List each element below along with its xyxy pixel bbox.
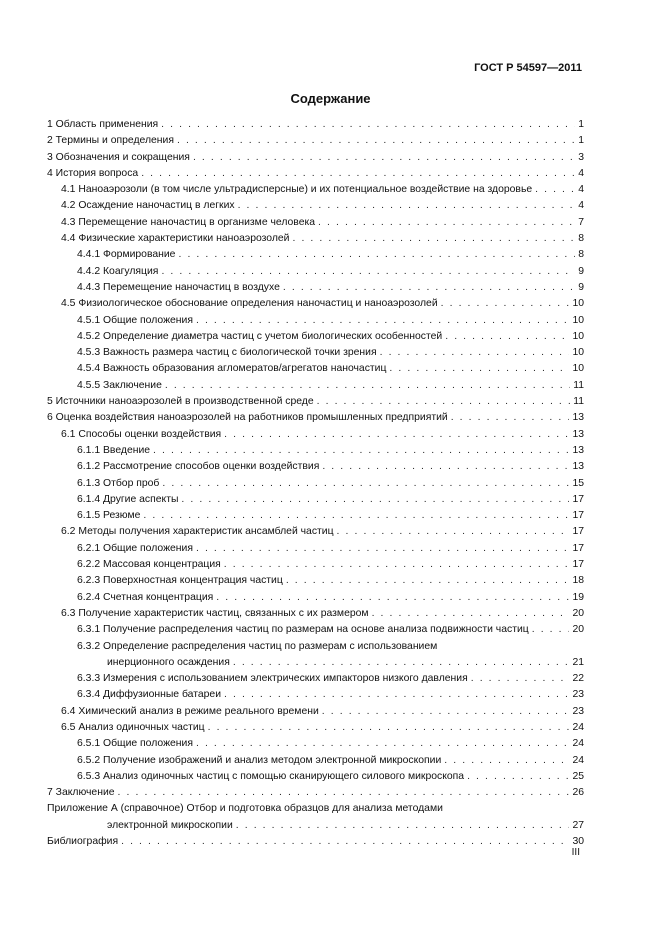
dot-leader xyxy=(322,704,570,720)
dot-leader xyxy=(380,345,570,361)
dot-leader xyxy=(238,198,576,214)
toc-entry-title: 6.1.1 Введение xyxy=(77,444,151,456)
toc-entry-title: 6.1.4 Другие аспекты xyxy=(77,493,179,505)
toc-entry-page: 1 xyxy=(578,135,584,147)
toc-entry xyxy=(47,296,584,312)
toc-entry-page: 30 xyxy=(572,836,584,848)
toc-entry-title: 4.4.2 Коагуляция xyxy=(77,265,159,277)
toc-entry xyxy=(47,361,584,377)
dot-leader xyxy=(317,394,571,410)
dot-leader xyxy=(208,720,570,736)
dot-leader xyxy=(445,329,569,345)
toc-entry-title: Библиография xyxy=(47,836,119,848)
dot-leader xyxy=(224,687,569,703)
dot-leader xyxy=(118,785,570,801)
toc-entry-title: 6.2.1 Общие положения xyxy=(77,542,193,554)
dot-leader xyxy=(161,264,575,280)
toc-entry-title: 6.5.1 Общие положения xyxy=(77,738,193,750)
toc-entry-title: 7 Заключение xyxy=(47,787,115,799)
toc-entry xyxy=(47,524,584,540)
toc-entry xyxy=(47,215,584,231)
toc-entry-page: 17 xyxy=(572,559,584,571)
toc-entry-page: 17 xyxy=(572,493,584,505)
toc-entry-page: 4 xyxy=(578,184,584,196)
toc-entry-page: 17 xyxy=(572,542,584,554)
dot-leader xyxy=(196,736,569,752)
toc-entry-page: 4 xyxy=(578,200,584,212)
dot-leader xyxy=(372,606,570,622)
dot-leader xyxy=(216,590,569,606)
toc-entry-page: 10 xyxy=(572,330,584,342)
toc-entry-title: Приложение А (справочное) Отбор и подготовка образцов для анализа методами xyxy=(47,803,443,815)
toc-entry xyxy=(47,834,584,850)
page-title: Содержание xyxy=(290,91,371,106)
toc-entry-title: 4.2 Осаждение наночастиц в легких xyxy=(61,200,235,212)
toc-entry xyxy=(47,166,584,182)
dot-leader xyxy=(286,573,570,589)
toc-entry-title: 6.1.2 Рассмотрение способов оценки воздействия xyxy=(77,461,320,473)
toc-entry xyxy=(47,720,584,736)
toc-entry-title: 6.4 Химический анализ в режиме реального времени xyxy=(61,705,319,717)
toc-entry xyxy=(47,117,584,133)
toc-entry xyxy=(47,508,584,524)
dot-leader xyxy=(181,492,569,508)
dot-leader xyxy=(141,166,575,182)
dot-leader xyxy=(532,622,570,638)
toc-entry xyxy=(47,247,584,263)
toc-entry-page: 8 xyxy=(578,249,584,261)
toc-entry-page: 24 xyxy=(572,721,584,733)
toc-entry-title: 1 Область применения xyxy=(47,119,159,130)
toc-entry xyxy=(47,476,584,492)
toc-entry xyxy=(47,769,584,785)
toc-entry-title: 6.5.2 Получение изображений и анализ методом электронной микроскопии xyxy=(77,754,442,766)
toc-entry-page: 21 xyxy=(572,656,584,668)
toc-entry-page: 8 xyxy=(578,233,584,245)
standard-designation: ГОСТ Р 54597—2011 xyxy=(474,62,582,74)
toc-entry-title: 4.3 Перемещение наночастиц в организме человека xyxy=(61,216,316,228)
toc-entry-title: 5 Источники наноаэрозолей в производственной среде xyxy=(47,396,314,408)
dot-leader xyxy=(441,296,570,312)
toc-entry xyxy=(47,378,584,394)
toc-entry-page: 22 xyxy=(572,673,584,685)
toc-entry xyxy=(47,704,584,720)
dot-leader xyxy=(193,150,575,166)
toc-entry-page: 23 xyxy=(572,705,584,717)
toc-entry-page: 11 xyxy=(573,396,584,408)
toc-entry xyxy=(47,182,584,198)
dot-leader xyxy=(283,280,575,296)
toc-entry-page: 15 xyxy=(572,477,584,489)
toc-entry xyxy=(47,427,584,443)
toc-entry-title: 6.1.3 Отбор проб xyxy=(77,477,160,489)
toc-entry-page: 20 xyxy=(572,624,584,636)
toc-entry-page: 10 xyxy=(572,363,584,375)
toc-entry-title: 3 Обозначения и сокращения xyxy=(47,151,190,163)
toc-entry-title: 6.3.2 Определение распределения частиц по размерам с использованием xyxy=(77,640,438,652)
dot-leader xyxy=(535,182,575,198)
dot-leader xyxy=(292,231,575,247)
dot-leader xyxy=(467,769,569,785)
toc-entry-page: 26 xyxy=(572,787,584,799)
toc-entry xyxy=(47,443,584,459)
toc-entry-title: 6.5 Анализ одиночных частиц xyxy=(61,721,205,733)
dot-leader xyxy=(337,524,570,540)
toc-entry xyxy=(47,573,584,589)
toc-entry xyxy=(47,622,584,638)
toc-entry-page: 25 xyxy=(572,770,584,782)
dot-leader xyxy=(165,378,570,394)
toc-entry-page: 9 xyxy=(578,281,584,293)
toc-entry-page: 4 xyxy=(578,167,584,179)
toc-entry xyxy=(47,687,584,703)
toc-entry xyxy=(47,280,584,296)
dot-leader xyxy=(178,247,575,263)
toc-entry xyxy=(47,541,584,557)
toc-entry xyxy=(47,345,584,361)
toc-entry-page: 24 xyxy=(572,754,584,766)
toc-entry-title: 6.2.4 Счетная концентрация xyxy=(77,591,214,603)
toc-entry xyxy=(47,394,584,410)
dot-leader xyxy=(224,557,570,573)
toc-entry-title: 6.1 Способы оценки воздействия xyxy=(61,428,222,440)
toc-entry xyxy=(47,150,584,166)
toc-entry-page: 27 xyxy=(572,819,584,831)
dot-leader xyxy=(451,410,570,426)
toc-entry-page: 17 xyxy=(572,526,584,538)
dot-leader xyxy=(177,133,575,149)
dot-leader xyxy=(196,313,569,329)
toc-entry xyxy=(47,557,584,573)
toc-entry-page: 24 xyxy=(572,738,584,750)
dot-leader xyxy=(153,443,569,459)
toc-entry-title: 4.5.3 Важность размера частиц с биологической точки зрения xyxy=(77,347,377,359)
dot-leader xyxy=(224,427,569,443)
toc-entry-title: 6.2.3 Поверхностная концентрация частиц xyxy=(77,575,283,587)
toc-entry-title: 6.5.3 Анализ одиночных частиц с помощью сканирующего силового микроскопа xyxy=(77,770,465,782)
dot-leader xyxy=(162,476,569,492)
toc-entry-title: 4.5.5 Заключение xyxy=(77,379,162,391)
toc-entry xyxy=(47,459,584,475)
toc-entry xyxy=(47,410,584,426)
toc-entry-title: 6.3.3 Измерения с использованием электрических импакторов низкого давления xyxy=(77,673,468,685)
toc-entry xyxy=(47,736,584,752)
toc-entry-page: 7 xyxy=(578,216,584,228)
dot-leader xyxy=(196,541,569,557)
toc-entry-page: 13 xyxy=(572,412,584,424)
toc-entry xyxy=(47,801,584,817)
toc-entry-page: 13 xyxy=(572,461,584,473)
toc-entry-page: 20 xyxy=(572,607,584,619)
toc-entry-title: 4.4.3 Перемещение наночастиц в воздухе xyxy=(77,281,280,293)
dot-leader xyxy=(121,834,569,850)
toc-entry-page: 9 xyxy=(578,265,584,277)
toc-entry-page: 10 xyxy=(572,314,584,326)
toc-entry-title: 6.3.1 Получение распределения частиц по размерам на основе анализа подвижности частиц xyxy=(77,624,529,636)
toc-entry-page: 17 xyxy=(572,510,584,522)
dot-leader xyxy=(389,361,569,377)
toc-entry-page: 23 xyxy=(572,689,584,701)
toc-entry-title: 6.2.2 Массовая концентрация xyxy=(77,559,221,571)
toc-entry-title: 4 История вопроса xyxy=(47,167,139,179)
toc-entry-title: 6.1.5 Резюме xyxy=(77,510,141,522)
toc-entry-page: 11 xyxy=(573,379,584,391)
dot-leader xyxy=(233,655,570,671)
page-number: III xyxy=(571,847,580,858)
toc-entry-continuation xyxy=(47,655,584,671)
toc-entry-title: 6.3.4 Диффузионные батареи xyxy=(77,689,222,701)
toc-entry-page: 1 xyxy=(578,119,584,130)
toc-entry-title: 4.4.1 Формирование xyxy=(77,249,176,261)
toc-entry xyxy=(47,492,584,508)
dot-leader xyxy=(143,508,569,524)
toc-entry xyxy=(47,639,584,655)
toc-entry-page: 18 xyxy=(572,575,584,587)
toc-entry xyxy=(47,606,584,622)
dot-leader xyxy=(444,753,569,769)
dot-leader xyxy=(471,671,570,687)
dot-leader xyxy=(236,818,570,834)
toc-entry-title: 6.3 Получение характеристик частиц, связанных с их размером xyxy=(61,607,369,619)
toc-entry xyxy=(47,231,584,247)
toc-entry xyxy=(47,671,584,687)
toc-entry-page: 19 xyxy=(572,591,584,603)
toc-entry xyxy=(47,198,584,214)
toc-entry xyxy=(47,313,584,329)
toc-entry-page: 13 xyxy=(572,444,584,456)
toc-entry-title: 4.1 Наноаэрозоли (в том числе ультрадисперсные) и их потенциальное воздействие на здоровье xyxy=(61,184,533,196)
table-of-contents xyxy=(47,117,584,850)
toc-entry xyxy=(47,133,584,149)
toc-entry-title: 2 Термины и определения xyxy=(47,135,174,147)
toc-entry xyxy=(47,785,584,801)
toc-entry-title: 4.5 Физиологическое обоснование определения наночастиц и наноаэрозолей xyxy=(61,298,438,310)
dot-leader xyxy=(322,459,569,475)
toc-entry xyxy=(47,753,584,769)
toc-entry-title: 4.5.4 Важность образования агломератов/агрегатов наночастиц xyxy=(77,363,387,375)
dot-leader xyxy=(318,215,575,231)
toc-entry-title: 6.2 Методы получения характеристик ансамблей частиц xyxy=(61,526,334,538)
toc-entry-title: 4.5.1 Общие положения xyxy=(77,314,193,326)
toc-entry-title: 4.4 Физические характеристики наноаэрозолей xyxy=(61,233,290,245)
toc-entry-page: 10 xyxy=(572,347,584,359)
toc-entry-title: 4.5.2 Определение диаметра частиц с учетом биологических особенностей xyxy=(77,330,443,342)
toc-entry-page: 10 xyxy=(572,298,584,310)
toc-entry xyxy=(47,329,584,345)
toc-entry-continuation xyxy=(47,818,584,834)
toc-entry-title-cont: инерционного осаждения xyxy=(107,656,230,668)
toc-entry-page: 3 xyxy=(578,151,584,163)
toc-entry xyxy=(47,264,584,280)
dot-leader xyxy=(161,117,575,133)
toc-entry-page: 13 xyxy=(572,428,584,440)
toc-entry-title: 6 Оценка воздействия наноаэрозолей на работников промышленных предприятий xyxy=(47,412,448,424)
toc-entry-title-cont: электронной микроскопии xyxy=(107,819,233,831)
toc-entry xyxy=(47,590,584,606)
